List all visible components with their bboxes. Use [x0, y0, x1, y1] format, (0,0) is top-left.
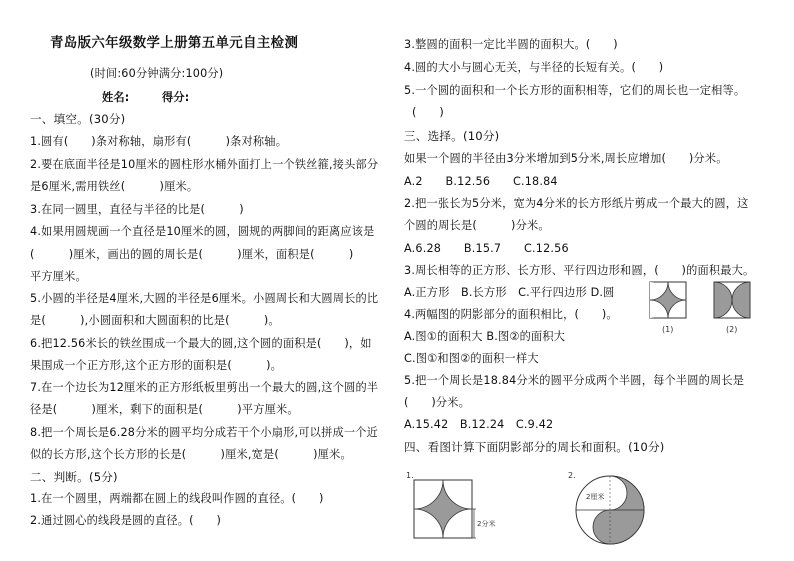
question-line: 6.把12.56米长的铁丝围成一个最大的圆,这个圆的面积是( )，如 — [30, 337, 372, 350]
question-line: 4.两幅图的阴影部分的面积相比，( )。 — [404, 308, 618, 321]
question-line: 5.把一个周长是18.84分米的圆平分成两个半圆，每个半圆的周长是 — [404, 374, 745, 387]
question-line: 是( ),小圆面积和大圆面积的比是( )。 — [30, 314, 280, 327]
choice-figures — [640, 278, 770, 336]
name-label: 姓名: — [102, 91, 130, 104]
section-judge-heading: 二、判断。(5分) — [30, 470, 118, 484]
question-line: 如果一个圆的半径由3分米增加到5分米,周长应增加( )分米。 — [404, 152, 728, 165]
question-line: 似的长方形,这个长方形的长是( )厘米,宽是( )厘米。 — [30, 448, 352, 461]
question-line: 2.要在底面半径是10厘米的圆柱形水桶外面打上一个铁丝箍,接头部分 — [30, 158, 379, 171]
question-line: 个圆的周长是( )分米。 — [404, 219, 550, 232]
question-line: 1.圆有( )条对称轴，扇形有( )条对称轴。 — [30, 135, 288, 148]
question-line: 是6厘米,需用铁丝( )厘米。 — [30, 180, 199, 193]
question-line: 1.在一个圆里，两端都在圆上的线段叫作圆的直径。( ) — [30, 492, 324, 505]
calc-figure-1 — [404, 468, 500, 546]
question-line: 5.小圆的半径是4厘米,大圆的半径是6厘米。小圆周长和大圆周长的比 — [30, 292, 379, 305]
calc-figure-2 — [566, 468, 666, 550]
score-label: 得分: — [162, 91, 190, 104]
question-line: 5.一个圆的面积和一个长方形的面积相等，它们的周长也一定相等。 — [404, 84, 746, 97]
choice-options: A.2 B.12.56 C.18.84 — [404, 175, 558, 188]
section-choice-heading: 三、选择。(10分) — [404, 129, 500, 143]
calc-figure-2-dimension: 2厘米 — [586, 493, 605, 501]
choice-options: C.图①和图②的面积一样大 — [404, 352, 539, 365]
section-fill-heading: 一、填空。(30分) — [30, 112, 126, 126]
choice-options: A.6.28 B.15.7 C.12.56 — [404, 242, 569, 255]
question-line: 平方厘米。 — [30, 270, 87, 283]
question-line: 3.周长相等的正方形、长方形、平行四边形和圆，( )的面积最大。 — [404, 264, 755, 277]
calc-figure-1-number: 1. — [406, 471, 414, 480]
choice-figure-1 — [650, 282, 686, 318]
question-line: 3.在同一圆里，直径与半径的比是( ) — [30, 203, 244, 216]
question-line: 径是( )厘米，剩下的面积是( )平方厘米。 — [30, 403, 299, 416]
choice-options: A.图①的面积大 B.图②的面积大 — [404, 330, 566, 343]
time-info: (时间:60分钟满分:100分) — [90, 67, 224, 80]
question-line: 果围成一个正方形,这个正方形的面积是( )。 — [30, 359, 283, 372]
calc-figure-2-number: 2. — [568, 471, 576, 480]
question-line: 4.如果用圆规画一个直径是10厘米的圆，圆规的两脚间的距离应该是 — [30, 225, 375, 238]
question-line: 8.把一个周长是6.28分米的圆平均分成若干个小扇形,可以拼成一个近 — [30, 426, 379, 439]
section-calc-heading: 四、看图计算下面阴影部分的周长和面积。(10分) — [404, 440, 665, 454]
choice-figure-1-label: (1) — [662, 325, 674, 334]
question-line: 2.把一张长为5分米，宽为4分米的长方形纸片剪成一个最大的圆，这 — [404, 197, 749, 210]
exam-title: 青岛版六年级数学上册第五单元自主检测 — [50, 36, 299, 51]
question-line: ( )厘米，画出的圆的周长是( )厘米，面积是( ) — [30, 248, 354, 261]
choice-figure-2 — [714, 282, 750, 318]
question-line: ( )分米。 — [404, 396, 471, 409]
question-line: 2.通过圆心的线段是圆的直径。( ) — [30, 514, 222, 527]
choice-options: A.正方形 B.长方形 C.平行四边形 D.圆 — [404, 286, 615, 299]
choice-options: A.15.42 B.12.24 C.9.42 — [404, 418, 554, 431]
question-line: 4.圆的大小与圆心无关，与半径的长短有关。( ) — [404, 61, 664, 74]
question-line: 7.在一个边长为12厘米的正方形纸板里剪出一个最大的圆,这个圆的半 — [30, 381, 379, 394]
question-line: 3.整圆的面积一定比半圆的面积大。( ) — [404, 38, 618, 51]
calc-figure-1-dimension: 2分米 — [477, 520, 496, 528]
choice-figure-2-label: (2) — [726, 325, 738, 334]
question-line: ( ) — [412, 106, 444, 119]
